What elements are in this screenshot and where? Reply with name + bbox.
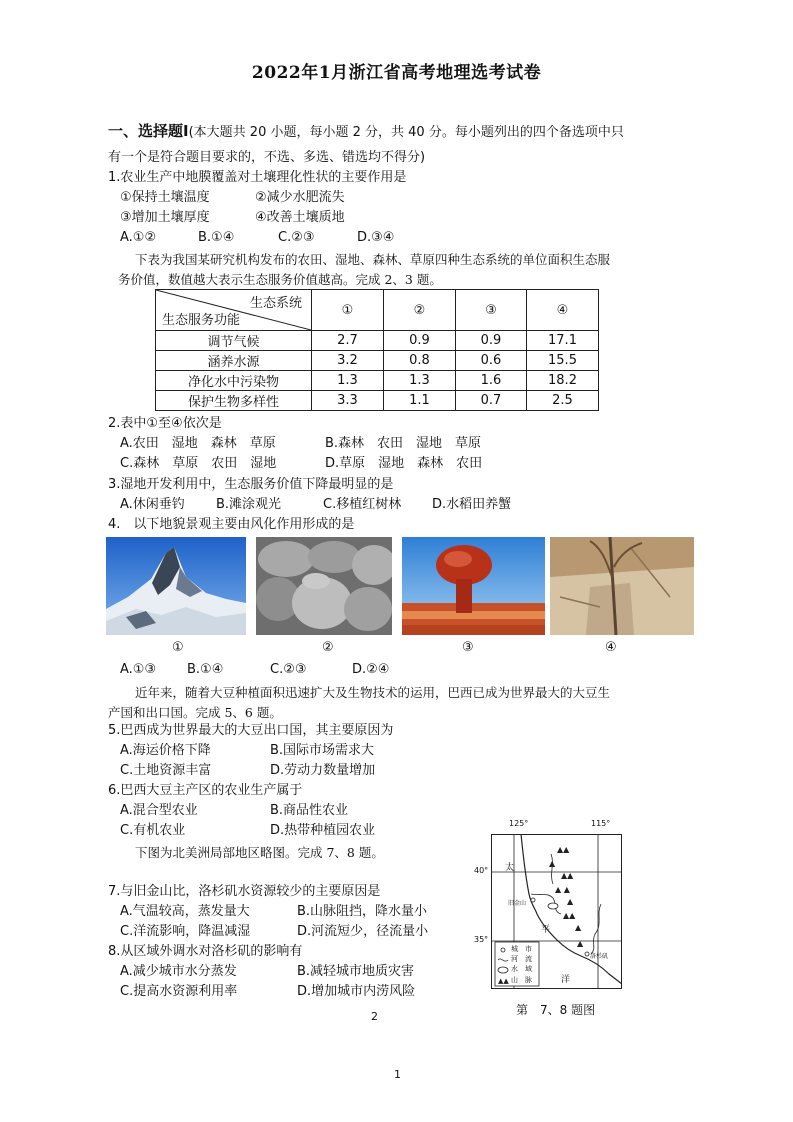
- svg-text:▲▲: ▲▲: [498, 977, 509, 985]
- section-desc-2: 有一个是符合题目要求的，不选、多选、错选均不得分): [108, 150, 426, 165]
- svg-text:▲▲: ▲▲: [563, 911, 576, 920]
- map-city-los-angeles: 洛杉矶: [590, 953, 609, 960]
- q5-choice-a: A.海运价格下降: [120, 743, 211, 758]
- map-ocean-label-1: 太: [505, 863, 515, 873]
- q4-choice-b: B.①④: [187, 662, 224, 677]
- table-row-label: 净化水中污染物: [156, 371, 312, 391]
- table-row: [156, 391, 599, 411]
- north-america-map: [491, 834, 622, 989]
- table-cell: 1.3: [312, 371, 384, 391]
- table-corner-cell: [156, 290, 312, 331]
- section-desc-1: (本大题共 20 小题，每小题 2 分，共 40 分。每小题列出的四个备选项中只: [188, 125, 624, 140]
- q1-option-3: ③增加土壤厚度: [120, 210, 210, 225]
- q5-choice-b: B.国际市场需求大: [270, 743, 375, 758]
- q4-stem: 4. 以下地貌景观主要由风化作用形成的是: [108, 517, 355, 532]
- table-cell: 15.5: [527, 351, 599, 371]
- table-cell: 2.5: [527, 391, 599, 411]
- table-cell: 1.1: [384, 391, 456, 411]
- q5-stem: 5.巴西成为世界最大的大豆出口国，其主要原因为: [108, 723, 394, 738]
- table-row-label: 涵养水源: [156, 351, 312, 371]
- q6-choice-b: B.商品性农业: [270, 803, 349, 818]
- table-row-label: 调节气候: [156, 331, 312, 351]
- q3-choice-c: C.移植红树林: [323, 497, 402, 512]
- ecosystem-value-table: [155, 289, 599, 411]
- table-col-header: ①: [312, 290, 384, 331]
- q5-choice-d: D.劳动力数量增加: [270, 763, 376, 778]
- map-lon-right: 115°: [591, 819, 611, 828]
- q1-option-4: ④改善土壤质地: [255, 210, 345, 225]
- svg-text:▲: ▲: [575, 923, 582, 932]
- q2-choice-c: C.森林 草原 农田 湿地: [120, 456, 277, 471]
- photo-caption-4: ④: [605, 640, 617, 655]
- table-header-row: [156, 290, 599, 331]
- intro-q2-3-line2: 务价值，数值越大表示生态服务价值越高。完成 2、3 题。: [118, 272, 442, 287]
- q4-choice-c: C.②③: [270, 662, 307, 677]
- table-cell: 0.6: [456, 351, 527, 371]
- landform-photo-2: [256, 537, 392, 635]
- map-lat-top: 40°: [474, 866, 489, 875]
- table-cell: 0.7: [456, 391, 527, 411]
- table-cell: 1.6: [456, 371, 527, 391]
- intro-q5-6-line2: 产国和出口国。完成 5、6 题。: [108, 705, 282, 720]
- table-row: [156, 371, 599, 391]
- q7-choice-d: D.河流短少，径流量小: [297, 924, 429, 939]
- landform-photo-4: [550, 537, 694, 635]
- table-corner-top: 生态系统: [249, 296, 302, 311]
- photo-caption-1: ①: [172, 640, 184, 655]
- legend-city: 城 市: [511, 945, 532, 953]
- q3-choice-b: B.滩涂观光: [216, 497, 282, 512]
- svg-text:▲▲: ▲▲: [557, 845, 570, 854]
- q1-choice-a: A.①②: [120, 230, 157, 245]
- map-lon-left: 125°: [509, 819, 529, 828]
- map-ocean-label-2: 平: [541, 925, 551, 935]
- table-cell: 0.8: [384, 351, 456, 371]
- svg-text:▲: ▲: [549, 859, 556, 868]
- photo-caption-3: ③: [462, 640, 474, 655]
- table-cell: 2.7: [312, 331, 384, 351]
- inner-page-number: 2: [371, 1010, 378, 1023]
- table-cell: 1.3: [384, 371, 456, 391]
- q1-stem: 1.农业生产中地膜覆盖对土壤理化性状的主要作用是: [108, 170, 407, 185]
- q7-stem: 7.与旧金山比，洛杉矶水资源较少的主要原因是: [108, 884, 381, 899]
- q8-choice-b: B.减轻城市地质灾害: [297, 964, 415, 979]
- q2-choice-d: D.草原 湿地 森林 农田: [325, 456, 483, 471]
- q1-choice-b: B.①④: [198, 230, 235, 245]
- table-corner-bottom: 生态服务功能: [162, 313, 241, 328]
- table-cell: 3.3: [312, 391, 384, 411]
- q1-choice-c: C.②③: [278, 230, 315, 245]
- page-title: 2022年1月浙江省高考地理选考试卷: [251, 63, 542, 83]
- intro-q5-6-line1: 近年来，随着大豆种植面积迅速扩大及生物技术的运用，巴西已成为世界最大的大豆生: [135, 685, 611, 700]
- q2-choice-a: A.农田 湿地 森林 草原: [120, 436, 276, 451]
- table-cell: 18.2: [527, 371, 599, 391]
- table-cell: 17.1: [527, 331, 599, 351]
- svg-text:▲: ▲: [577, 939, 584, 948]
- table-col-header: ②: [384, 290, 456, 331]
- table-cell: 0.9: [384, 331, 456, 351]
- q2-stem: 2.表中①至④依次是: [108, 416, 222, 431]
- snow-mountain-image: [106, 537, 246, 635]
- q6-stem: 6.巴西大豆主产区的农业生产属于: [108, 783, 303, 798]
- q8-stem: 8.从区域外调水对洛杉矶的影响有: [108, 944, 303, 959]
- svg-text:▲▲: ▲▲: [561, 871, 574, 880]
- q6-choice-d: D.热带种植园农业: [270, 823, 376, 838]
- table-cell: 3.2: [312, 351, 384, 371]
- q8-choice-c: C.提高水资源利用率: [120, 984, 238, 999]
- legend-water: 水 域: [511, 965, 532, 973]
- landform-photo-3: [402, 537, 545, 635]
- legend-mountain: 山 脉: [511, 976, 532, 984]
- q3-choice-d: D.水稻田养蟹: [432, 497, 512, 512]
- q6-choice-c: C.有机农业: [120, 823, 186, 838]
- q3-stem: 3.湿地开发利用中，生态服务价值下降最明显的是: [108, 477, 394, 492]
- page-number: 1: [394, 1068, 401, 1081]
- table-row: [156, 351, 599, 371]
- map-lat-bottom: 35°: [474, 935, 489, 944]
- q8-choice-a: A.减少城市水分蒸发: [120, 964, 237, 979]
- section-heading-row: [108, 120, 624, 143]
- q7-choice-c: C.洋流影响，降温减湿: [120, 924, 251, 939]
- weathered-rock-image: [550, 537, 694, 635]
- table-col-header: ④: [527, 290, 599, 331]
- map-caption: 第 7、8 题图: [516, 1003, 596, 1017]
- q6-choice-a: A.混合型农业: [120, 803, 198, 818]
- table-col-header: ③: [456, 290, 527, 331]
- map-city-san-francisco: 旧金山: [508, 900, 527, 907]
- legend-river: 河 流: [511, 955, 532, 963]
- table-row: [156, 331, 599, 351]
- q7-choice-a: A.气温较高，蒸发量大: [120, 904, 250, 919]
- intro-q2-3-line1: 下表为我国某研究机构发布的农田、湿地、森林、草原四种生态系统的单位面积生态服: [135, 252, 611, 267]
- table-row-label: 保护生物多样性: [156, 391, 312, 411]
- q4-choice-a: A.①③: [120, 662, 157, 677]
- svg-text:▲ ▲: ▲ ▲: [555, 885, 570, 894]
- map-ocean-label-3: 洋: [561, 975, 571, 985]
- boulders-image: [256, 537, 392, 635]
- q5-choice-c: C.土地资源丰富: [120, 763, 212, 778]
- q7-choice-b: B.山脉阻挡，降水量小: [297, 904, 428, 919]
- q3-choice-a: A.休闲垂钓: [120, 497, 185, 512]
- intro-q7-8: 下图为北美洲局部地区略图。完成 7、8 题。: [135, 845, 384, 860]
- section-heading: 一、选择题Ⅰ: [108, 122, 189, 140]
- q4-choice-d: D.②④: [352, 662, 390, 677]
- svg-text:▲: ▲: [567, 897, 574, 906]
- table-cell: 0.9: [456, 331, 527, 351]
- q8-choice-d: D.增加城市内涝风险: [297, 984, 416, 999]
- landform-photo-1: [106, 537, 246, 635]
- q2-choice-b: B.森林 农田 湿地 草原: [325, 436, 482, 451]
- q1-option-2: ②减少水肥流失: [255, 190, 345, 205]
- photo-caption-2: ②: [322, 640, 334, 655]
- mushroom-rock-image: [402, 537, 545, 635]
- q1-choice-d: D.③④: [357, 230, 395, 245]
- q1-option-1: ①保持土壤温度: [120, 190, 210, 205]
